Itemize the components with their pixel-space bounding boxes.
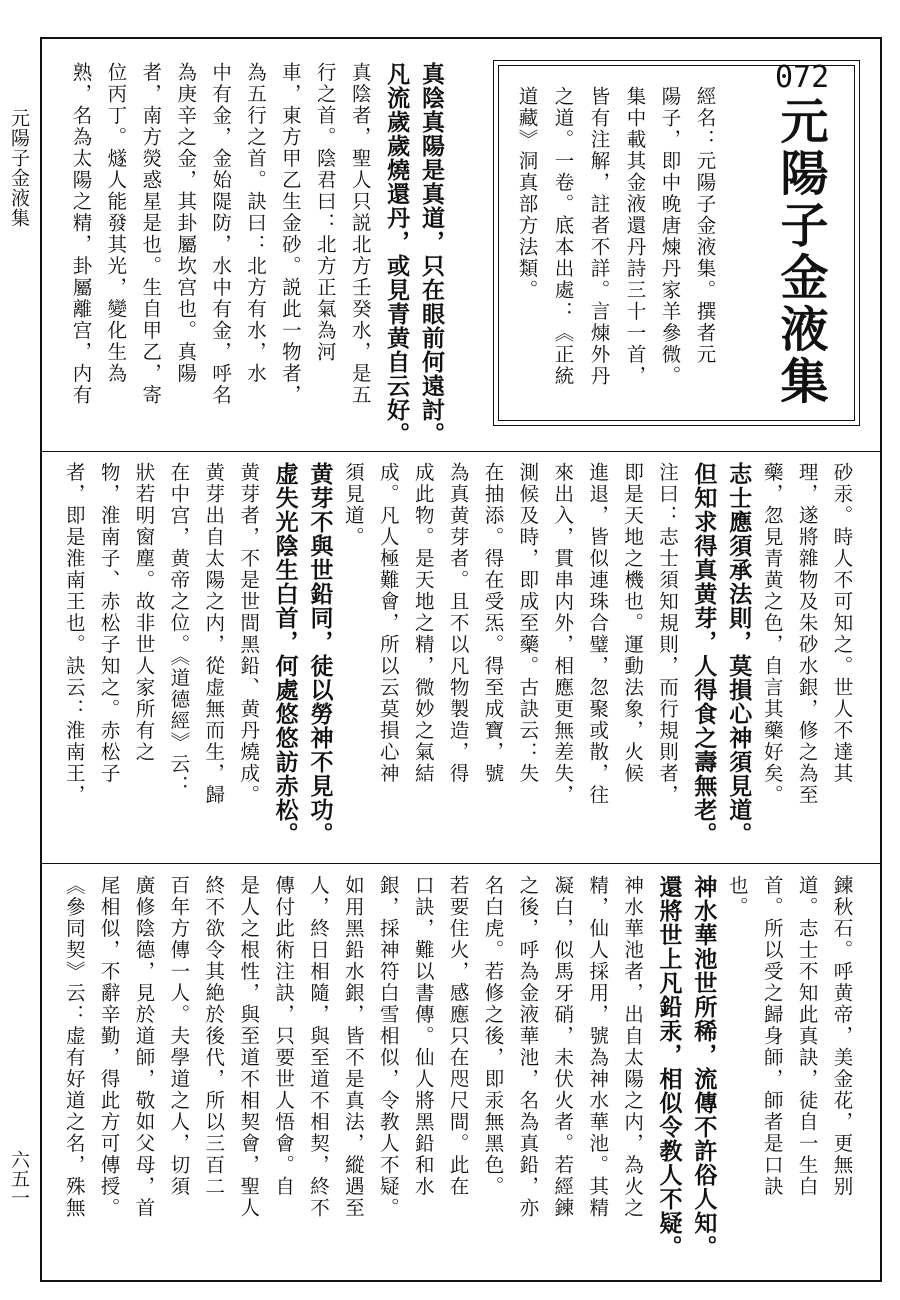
commentary-line: 進退，皆似連珠合璧，忽聚或散，往	[586, 462, 610, 806]
commentary-line: 百年方傳一人。夫學道之人，切須	[167, 875, 191, 1198]
commentary-line: 即是天地之機也。運動法象，火候	[621, 462, 645, 785]
commentary-line: 者，即是淮南王也。訣云：淮南王，	[62, 462, 86, 806]
commentary-line: 之後，呼為金液華池，名為真鉛，亦	[516, 875, 540, 1219]
commentary-line: 是人之根性，與至道不相契會，聖人	[237, 875, 261, 1219]
middle-text-section	[40, 462, 882, 857]
entry-number: 072	[775, 60, 830, 95]
commentary-line: 鍊秋石。呼黄帝，美金花，更無别	[830, 875, 854, 1198]
commentary-line: 須見道。	[341, 462, 365, 548]
commentary-line: 真陰者，聖人只説北方壬癸水，是五	[348, 62, 372, 406]
metadata-line: 道藏》洞真部方法類。	[515, 86, 539, 301]
commentary-line: 凝白，似馬牙硝，未伏火者。若經鍊	[551, 875, 575, 1219]
commentary-line: 藥，忽見青黄之色，自言其藥好矣。	[760, 462, 784, 806]
commentary-line: 來出入，貫串内外，相應更無差失，	[551, 462, 575, 806]
metadata-line: 經名：元陽子金液集。撰者元	[693, 86, 717, 366]
commentary-line: 在中宫，黄帝之位。《道德經》云：	[167, 462, 191, 797]
entry-title: 元陽子金液集	[772, 96, 828, 408]
metadata-line: 陽子，即中晚唐煉丹家羊參微。	[658, 86, 682, 387]
commentary-line: 名白虎。若修之後，即汞無黑色。	[481, 875, 505, 1198]
commentary-line: 注曰：志士須知規則，而行規則者，	[656, 462, 679, 806]
commentary-line: 《參同契》云：虚有好道之名，殊無	[62, 875, 86, 1219]
bottom-text-section	[40, 875, 882, 1275]
commentary-line: 也。	[725, 875, 749, 918]
verse-line: 還將世上凡鉛汞，相似令教人不疑。	[655, 875, 683, 1259]
section-divider-2	[40, 863, 882, 864]
verse-line: 神水華池世所稀，流傳不許俗人知。	[690, 875, 718, 1259]
commentary-line: 為庚辛之金，其卦屬坎宫也。真陽	[174, 62, 198, 385]
commentary-line: 物，淮南子、赤松子知之。赤松子	[97, 462, 121, 785]
commentary-line: 成。凡人極難會，所以云莫損心神	[376, 462, 400, 785]
page-number: 六五一	[8, 1150, 30, 1207]
commentary-line: 理，遂將雜物及朱砂水銀，修之為至	[795, 462, 819, 806]
commentary-line: 者，南方熒惑星是也。生自甲乙，寄	[139, 62, 163, 406]
commentary-line: 人，終日相隨，與至道不相契，終不	[307, 875, 330, 1219]
commentary-line: 首。所以受之歸身師，師者是口訣	[760, 875, 784, 1198]
verse-line: 真陰真陽是真道，只在眼前何遠討。	[418, 62, 445, 446]
verse-line: 志士應須承法則，莫損心神須見道。	[725, 462, 753, 846]
commentary-line: 道。志士不知此真訣，徒自一生白	[795, 875, 819, 1198]
commentary-line: 終不欲令其絶於後代，所以三百二	[202, 875, 226, 1198]
verse-line: 但知求得真黄芽，人得食之壽無老。	[690, 462, 718, 846]
top-text-section	[40, 62, 490, 447]
metadata-line: 皆有注解，註者不詳。言煉外丹	[587, 86, 611, 387]
verse-line: 黄芽不與世鉛同，徒以勞神不見功。	[306, 462, 334, 846]
commentary-line: 黄芽出自太陽之内，從虚無而生，歸	[202, 462, 226, 806]
commentary-line: 位丙丁。燧人能發其光，變化生為	[104, 62, 128, 385]
verse-line: 凡流歲歲燒還丹，或見青黄自云好。	[383, 62, 411, 446]
commentary-line: 測候及時，即成至藥。古訣云：失	[516, 462, 540, 785]
commentary-line: 若要住火，感應只在咫尺間。此在	[446, 875, 470, 1198]
commentary-line: 成此物。是天地之精，微妙之氣結	[411, 462, 435, 785]
commentary-line: 砂汞。時人不可知之。世人不達其	[830, 462, 854, 785]
metadata-line: 集中載其金液還丹詩三十一首，	[623, 86, 647, 387]
commentary-line: 為真黄芽者。且不以凡物製造，得	[446, 462, 470, 785]
metadata-line: 之道。一卷。底本出處：《正統	[551, 86, 575, 387]
commentary-line: 行之首。陰君曰：北方正氣為河	[313, 62, 337, 363]
commentary-line: 精，仙人採用，號為神水華池。其精	[586, 875, 610, 1219]
commentary-line: 在抽添。得在受炁。得至成寶，號	[481, 462, 505, 785]
commentary-line: 熟，名為太陽之精，卦屬離宫，内有	[69, 62, 93, 406]
commentary-line: 神水華池者，出自太陽之内，為火之	[621, 875, 645, 1219]
commentary-line: 如用黑鉛水銀，皆不是真法，縱遇至	[341, 875, 365, 1219]
verse-line: 虚失光陰生白首，何處悠悠訪赤松。	[271, 462, 299, 846]
commentary-line: 銀，採神符白雪相似，令教人不疑。	[376, 875, 400, 1219]
section-divider-1	[40, 451, 882, 452]
commentary-line: 尾相似，不辭辛勤，得此方可傳授。	[97, 875, 121, 1219]
commentary-line: 為五行之首。訣曰：北方有水，水	[244, 62, 267, 385]
commentary-line: 口訣，難以書傳。仙人將黑鉛和水	[411, 875, 435, 1198]
commentary-line: 車，東方甲乙生金砂。説此一物者，	[278, 62, 302, 406]
commentary-line: 狀若明窗塵。故非世人家所有之	[132, 462, 156, 763]
commentary-line: 廣修陰德，見於道師，敬如父母，首	[132, 875, 156, 1219]
running-title: 元陽子金液集	[8, 108, 30, 228]
commentary-line: 中有金，金始隄防，水中有金，呼名	[209, 62, 233, 406]
commentary-line: 傳付此術注訣，只要世人悟會。自	[272, 875, 296, 1198]
commentary-line: 黄芽者，不是世間黑鉛、黄丹燒成。	[237, 462, 261, 806]
